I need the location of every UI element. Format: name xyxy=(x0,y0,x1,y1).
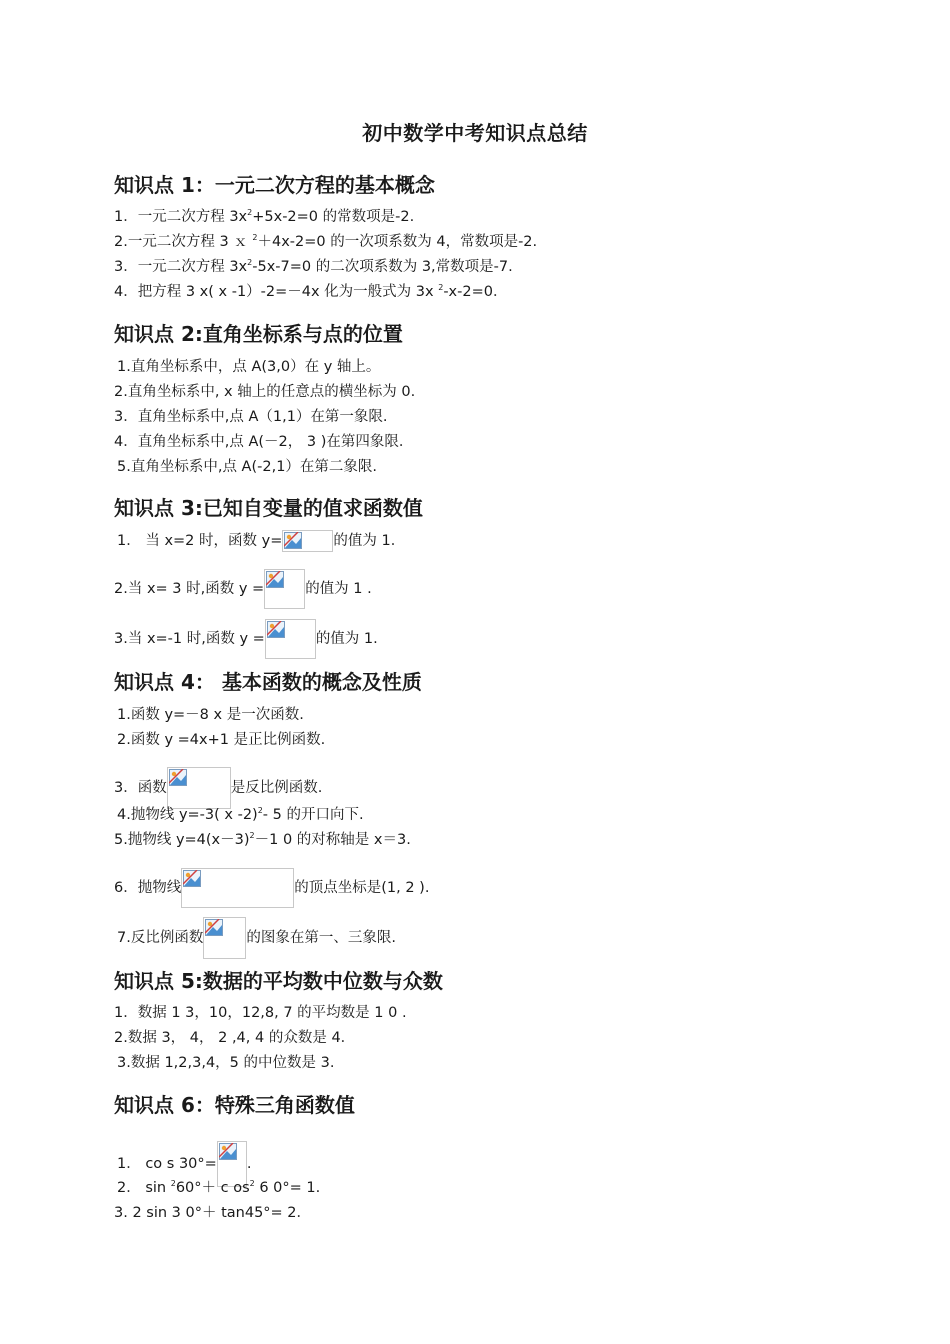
s2-line-5: 5.直角坐标系中,点 A(-2,1）在第二象限. xyxy=(117,459,378,475)
broken-image-icon xyxy=(282,530,333,552)
section-2-heading: 知识点 2:直角坐标系与点的位置 xyxy=(114,322,403,346)
s1-line-4: 4．把方程 3 x( x -1）-2=－4x 化为一般式为 3x $^2$-x-2=0． xyxy=(114,283,508,300)
s2-line-3: 3．直角坐标系中,点 A（1,1）在第一象限. xyxy=(114,409,388,425)
s2-line-4: 4．直角坐标系中,点 A(－2， 3 )在第四象限． xyxy=(114,434,414,450)
s4-line-2: 2.函数 y =4x+1 是正比例函数. xyxy=(117,732,326,748)
s1-line-3: 3．一元二次方程 $3x^2-5x-7=0$ 的二次项系数为 3,常数项是-7. xyxy=(114,258,513,275)
broken-image-icon xyxy=(265,619,316,659)
s4-line-5: 5.抛物线 $y=4(x-3)^2-1$ 0 的对称轴是 x＝3. xyxy=(114,831,411,848)
broken-image-icon xyxy=(203,917,246,959)
s6-line-1: 1． co s 30°= . xyxy=(117,1141,251,1187)
s4-line-1: 1.函数 y=－8 x 是一次函数. xyxy=(117,707,304,723)
section-4-heading: 知识点 4： 基本函数的概念及性质 xyxy=(114,670,422,694)
s4-line-4: 4.抛物线 y=-3( x -2)$^2$- 5 的开口向下. xyxy=(117,806,364,823)
broken-image-icon xyxy=(264,569,305,609)
s5-line-3: 3.数据 1,2,3,4，5 的中位数是 3. xyxy=(117,1055,335,1071)
s2-line-1: 1.直角坐标系中，点 A(3,0）在 y 轴上。 xyxy=(117,359,381,375)
s3-line-2: 2.当 x= 3 时,函数 y = 的值为 1 . xyxy=(114,569,372,609)
s1-line-1: 1．一元二次方程 $3x^2+5x-2=0$ 的常数项是-2. xyxy=(114,208,415,225)
broken-image-icon xyxy=(167,767,231,809)
s6-line-2: 2． sin $^2$60°＋ c $os^2$ 6 0°= 1. xyxy=(117,1179,321,1196)
s5-line-2: 2.数据 3， 4， 2 ,4, 4 的众数是 4． xyxy=(114,1030,356,1046)
s6-line-3: 3. 2 sin 3 0°＋ tan45°= 2． xyxy=(114,1205,312,1221)
s4-line-7: 7.反比例函数 的图象在第一、三象限. xyxy=(117,917,396,959)
s2-line-2: 2.直角坐标系中, x 轴上的任意点的横坐标为 0. xyxy=(114,384,416,400)
section-1-heading: 知识点 1：一元二次方程的基本概念 xyxy=(114,173,435,197)
section-3-heading: 知识点 3:已知自变量的值求函数值 xyxy=(114,496,423,520)
section-5-heading: 知识点 5:数据的平均数中位数与众数 xyxy=(114,969,443,993)
broken-image-icon xyxy=(181,868,294,908)
s3-line-1: 1． 当 x=2 时，函数 y= 的值为 1． xyxy=(117,530,405,552)
page-title: 初中数学中考知识点总结 xyxy=(362,121,588,145)
s4-line-3: 3．函数 是反比例函数. xyxy=(114,767,322,809)
s1-line-2: 2.一元二次方程 3 ｘ $^2$＋4x-2=0 的一次项系数为 4，常数项是-2. xyxy=(114,233,538,250)
section-6-heading: 知识点 6：特殊三角函数值 xyxy=(114,1093,355,1117)
s4-line-6: 6．抛物线 的顶点坐标是(1, 2 ). xyxy=(114,868,429,908)
s3-line-3: 3.当 x=-1 时,函数 y = 的值为 1. xyxy=(114,619,378,659)
s5-line-1: 1．数据 1 3，10，12,8, 7 的平均数是 1 0 . xyxy=(114,1005,407,1021)
